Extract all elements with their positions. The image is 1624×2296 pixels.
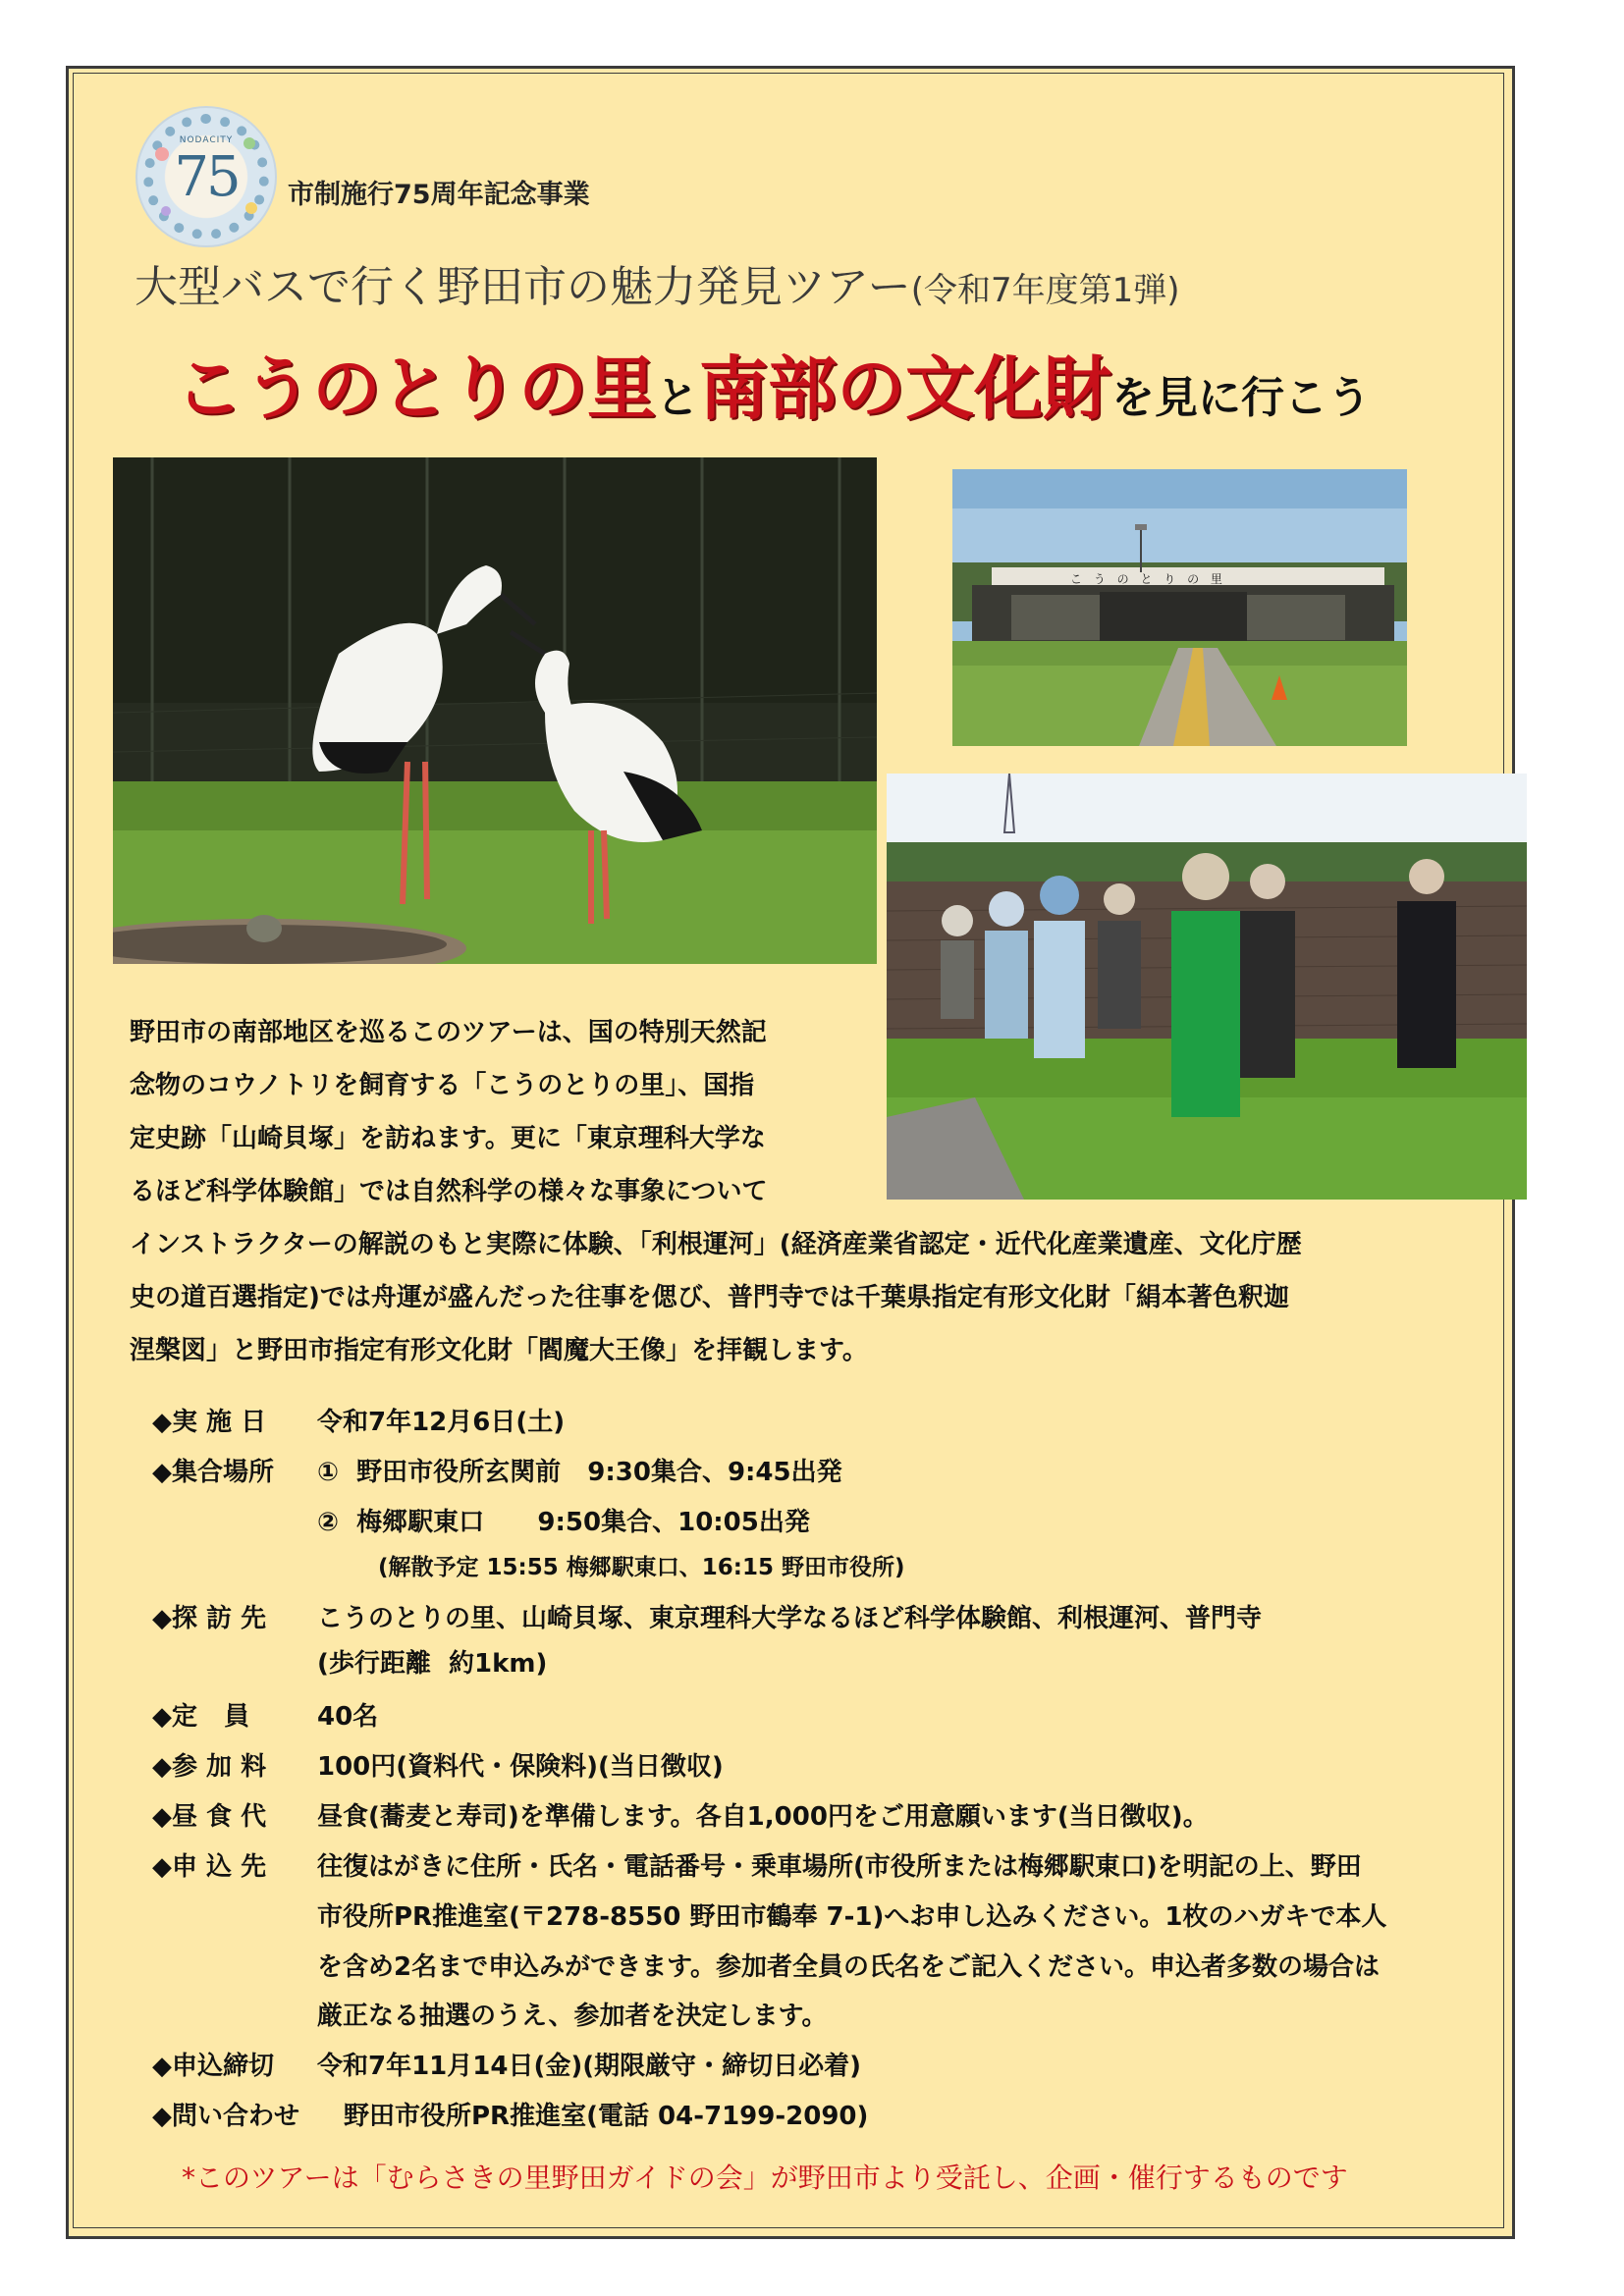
intro-line: 念物のコウノトリを飼育する「こうのとりの里」、国指 (130, 1071, 755, 1100)
intro-line: 涅槃図」と野田市指定有形文化財「閻魔大王像」を拝観します。 (130, 1336, 868, 1365)
logo-number: 75 (174, 145, 239, 209)
subtitle-paren: (令和7年度第1弾) (910, 271, 1180, 310)
meeting-point-1: ① 野田市役所玄関前 9:30集合、9:45出発 (317, 1458, 842, 1487)
commemorative-label: 市制施行75周年記念事業 (288, 180, 590, 210)
dismissal-note: (解散予定 15:55 梅郷駅東口、16:15 野田市役所) (378, 1555, 905, 1580)
headline (175, 334, 1371, 433)
stork-photo (113, 457, 877, 964)
headline-kounotori: こうのとりの里 (175, 348, 656, 429)
intro-line: 史の道百選指定)では舟運が盛んだった往事を偲び、普門寺では千葉県指定有形文化財「絹本著色釈迦 (130, 1283, 1289, 1312)
headline-miniikou: を見に行こう (1111, 373, 1371, 423)
meeting-point-2: ② 梅郷駅東口 9:50集合、10:05出発 (317, 1508, 810, 1537)
headline-to: と (656, 373, 699, 423)
capacity-value: 40名 (317, 1702, 379, 1732)
deadline-value: 令和7年11月14日(金)(期限厳守・締切日必着) (317, 2052, 861, 2081)
intro-line: インストラクターの解説のもと実際に体験、「利根運河」(経済産業省認定・近代化産業遺産、文化庁歴 (130, 1230, 1302, 1259)
lunch-label: ◆昼 食 代 (152, 1802, 267, 1832)
building-sign: こ う の と り の 里 (1070, 572, 1226, 586)
visit-label: ◆探 訪 先 (152, 1604, 267, 1633)
kounotori-building-photo (952, 469, 1407, 746)
capacity-label: ◆定 員 (152, 1702, 250, 1732)
intro-line: 野田市の南部地区を巡るこのツアーは、国の特別天然記 (130, 1018, 767, 1047)
lunch-value: 昼食(蕎麦と寿司)を準備します。各自1,000円をご用意願います(当日徴収)。 (317, 1802, 1209, 1832)
date-label: ◆実 施 日 (152, 1408, 267, 1437)
apply-line: 厳正なる抽選のうえ、参加者を決定します。 (317, 2002, 828, 2031)
date-value: 令和7年12月6日(土) (317, 1408, 566, 1437)
fee-value: 100円(資料代・保険料)(当日徴収) (317, 1752, 724, 1782)
tour-subtitle (135, 251, 1179, 314)
walk-distance: (歩行距離 約1km) (317, 1649, 548, 1679)
apply-line: 往復はがきに住所・氏名・電話番号・乗車場所(市役所または梅郷駅東口)を明記の上、野田 (317, 1852, 1362, 1882)
meeting-label: ◆集合場所 (152, 1458, 274, 1487)
intro-line: 定史跡「山崎貝塚」を訪ねます。更に「東京理科大学な (130, 1124, 766, 1153)
contact-label: ◆問い合わせ (152, 2102, 299, 2131)
logo-caption: NODACITY (179, 135, 234, 145)
apply-line: 市役所PR推進室(〒278-8550 野田市鶴奉 7-1)へお申し込みください。1枚のハガキで本人 (317, 1902, 1387, 1932)
contact-value: 野田市役所PR推進室(電話 04-7199-2090) (344, 2102, 869, 2131)
organizer-note: *このツアーは「むらさきの里野田ガイドの会」が野田市より受託し、企画・催行するものです (182, 2162, 1348, 2194)
intro-line: るほど科学体験館」では自然科学の様々な事象について (130, 1177, 768, 1206)
apply-line: を含め2名まで申込みができます。参加者全員の氏名をご記入ください。申込者多数の場合は (317, 1952, 1380, 1982)
deadline-label: ◆申込締切 (152, 2052, 274, 2081)
city-75th-logo (135, 106, 277, 247)
intro-paragraph (130, 1006, 1485, 1377)
visit-value: こうのとりの里、山崎貝塚、東京理科大学なるほど科学体験館、利根運河、普門寺 (317, 1604, 1263, 1633)
apply-label: ◆申 込 先 (152, 1852, 267, 1882)
subtitle-main: 大型バスで行く野田市の魅力発見ツアー (135, 262, 911, 312)
headline-bunkazai: 南部の文化財 (699, 348, 1111, 429)
fee-label: ◆参 加 料 (152, 1752, 267, 1782)
